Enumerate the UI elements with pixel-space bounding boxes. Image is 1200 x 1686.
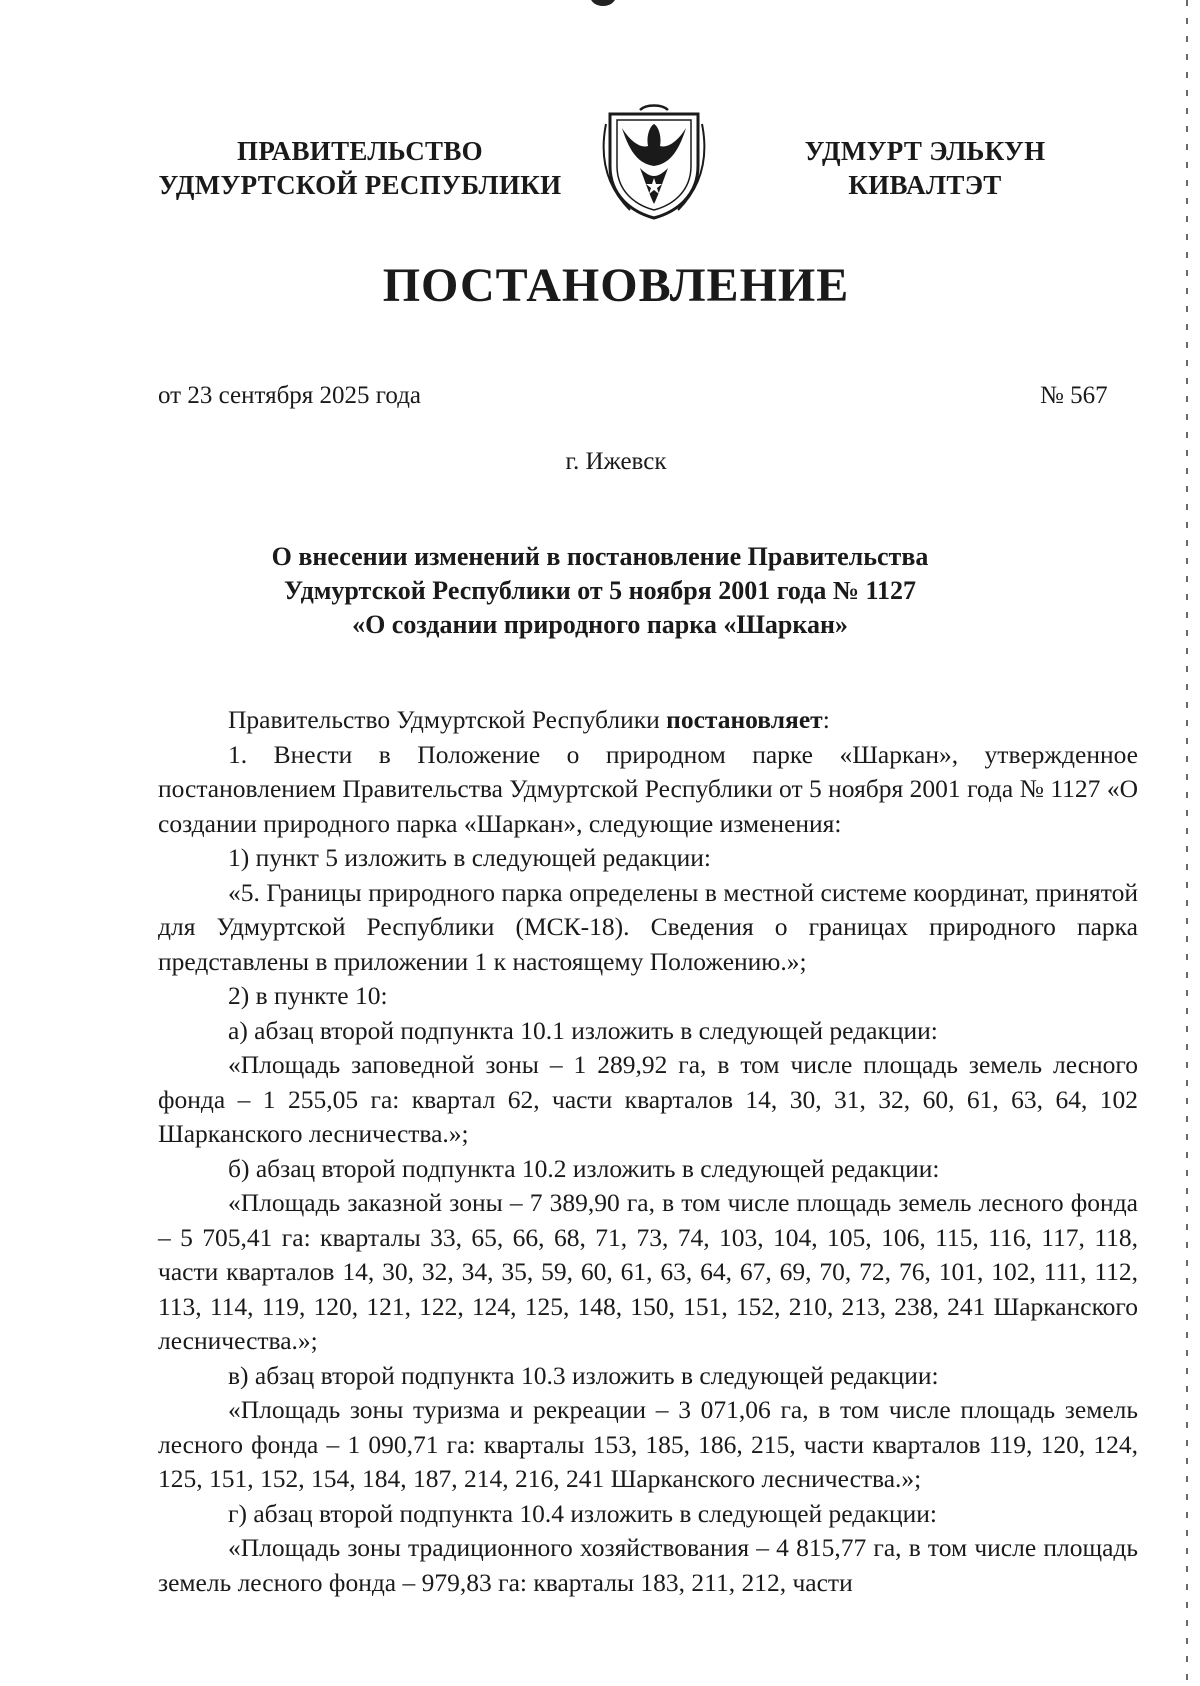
paragraph: «Площадь заповедной зоны – 1 289,92 га, в том числе площадь земель лесного фонда – 1 255,05 га: квартал 62, части кварталов 14, 30, 31, 32, 60, 61, 63, 64, 102 Шарканского лесничества.»;	[158, 1050, 1138, 1148]
paragraph: б) абзац второй подпункта 10.2 изложить в следующей редакции:	[228, 1153, 940, 1183]
paragraph: «Площадь зоны туризма и рекреации – 3 071,06 га, в том числе площадь земель лесного фонда – 1 090,71 га: кварталы 153, 185, 186, 215, части кварталов 119, 120, 124, 125, 151, 152, 154, 184, 187, 214, 216, 241 Шарканского лесничества.»;	[158, 1395, 1138, 1493]
document-city: г. Ижевск	[565, 448, 667, 475]
resolution-keyword: постановляет	[666, 705, 823, 734]
paragraph: а) абзац второй подпункта 10.1 изложить в следующей редакции:	[228, 1015, 938, 1045]
paragraph: г) абзац второй подпункта 10.4 изложить в следующей редакции:	[228, 1498, 937, 1528]
intro-paragraph: Правительство Удмуртской Республики постановляет:	[228, 705, 830, 734]
scan-artifact	[590, 0, 616, 6]
paragraph: 1. Внести в Положение о природном парке «Шаркан», утвержденное постановлением Правительства Удмуртской Республики от 5 ноября 2001 года № 1127 «О создании природного парка «Шаркан», следующие изменения:	[158, 739, 1138, 838]
paragraph: 2) в пункте 10:	[228, 981, 388, 1010]
document-type-title: ПОСТАНОВЛЕНИЕ	[382, 259, 850, 312]
document-subject: О внесении изменений в постановление Правительства Удмуртской Республики от 5 ноября 2001 года № 1127 «О создании природного парка «Шаркан»	[271, 542, 929, 639]
paragraph: «Площадь зоны традиционного хозяйствования – 4 815,77 га, в том числе площадь земель лесного фонда – 979,83 га: кварталы 183, 211, 212, части	[158, 1533, 1138, 1597]
paragraph: 1) пункт 5 изложить в следующей редакции:	[228, 843, 711, 872]
document-number: № 567	[1040, 382, 1108, 409]
document-date: от 23 сентября 2025 года	[158, 382, 422, 409]
paragraph: «Площадь заказной зоны – 7 389,90 га, в том числе площадь земель лесного фонда – 5 705,41 га: кварталы 33, 65, 66, 68, 71, 73, 74, 103, 104, 105, 106, 115, 116, 117, 118, части кварталов 14, 30, 32, 34, 35, 59, 60, 61, 63, 64, 67, 69, 70, 72, 76, 101, 102, 111, 112, 113, 114, 119, 120, 121, 122, 124, 125, 148, 150, 151, 152, 210, 213, 238, 241 Шарканского лесничества.»;	[158, 1188, 1138, 1355]
paragraph: в) абзац второй подпункта 10.3 изложить в следующей редакции:	[228, 1360, 939, 1390]
issuer-name-russian: ПРАВИТЕЛЬСТВО УДМУРТСКОЙ РЕСПУБЛИКИ	[158, 136, 562, 200]
scan-edge-artifact	[1186, 0, 1188, 1686]
paragraph: «5. Границы природного парка определены в местной системе координат, принятой для Удмуртской Республики (МСК-18). Сведения о границах природного парка представлены в приложении 1 к настоящему Положению.»;	[158, 877, 1138, 976]
document-body	[158, 703, 1138, 1600]
issuer-name-udmurt: УДМУРТ ЭЛЬКУН КИВАЛТЭТ	[804, 136, 1046, 200]
udmurt-coat-of-arms-icon	[600, 104, 708, 222]
